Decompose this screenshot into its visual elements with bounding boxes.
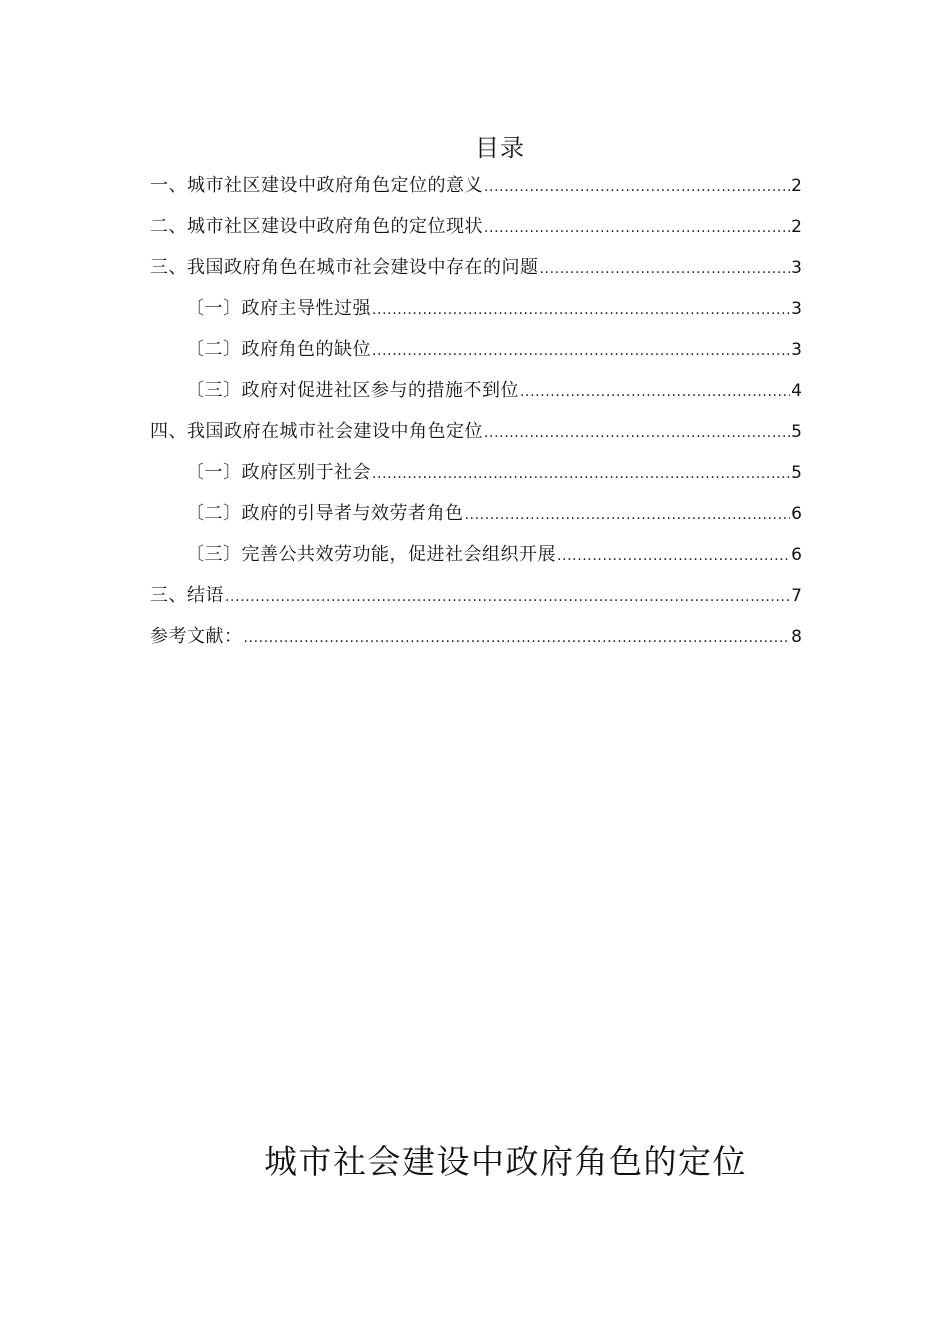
toc-entry-label: 参考文献： <box>150 626 243 647</box>
toc-entry-label: 〔一〕政府区别于社会 <box>186 462 371 483</box>
toc-dot-leader <box>372 337 790 365</box>
toc-entry-label: 〔二〕政府角色的缺位 <box>186 339 371 360</box>
toc-entry-page: 7 <box>791 586 802 606</box>
toc-entry-page: 5 <box>791 422 802 442</box>
toc-entry[interactable] <box>150 418 802 459</box>
toc-entry-page: 3 <box>791 340 802 360</box>
toc-entry[interactable] <box>150 295 802 336</box>
toc-entry[interactable] <box>150 336 802 377</box>
toc-entry-label: 〔一〕政府主导性过强 <box>186 298 371 319</box>
toc-entry-label: 〔三〕政府对促进社区参与的措施不到位 <box>186 380 519 401</box>
toc-entry-label: 一、城市社区建设中政府角色定位的意义 <box>150 175 483 196</box>
toc-entry-label: 〔三〕完善公共效劳功能，促进社会组织开展 <box>186 544 556 565</box>
toc-entry[interactable] <box>150 623 802 664</box>
toc-entry[interactable] <box>150 582 802 623</box>
toc-entry-label: 三、我国政府角色在城市社会建设中存在的问题 <box>150 257 539 278</box>
document-title: 城市社会建设中政府角色的定位 <box>264 1142 747 1181</box>
toc-entry-page: 5 <box>791 463 802 483</box>
toc-dot-leader <box>520 378 790 406</box>
toc-entry[interactable] <box>150 541 802 582</box>
toc-entry[interactable] <box>150 213 802 254</box>
toc-entry-label: 三、结语 <box>150 585 224 606</box>
toc-entry-page: 4 <box>791 381 802 401</box>
toc-entry[interactable] <box>150 500 802 541</box>
toc-entry-label: 四、我国政府在城市社会建设中角色定位 <box>150 421 483 442</box>
toc-entry[interactable] <box>150 254 802 295</box>
toc-dot-leader <box>372 296 790 324</box>
toc-entry[interactable] <box>150 172 802 213</box>
toc-entry-page: 3 <box>791 258 802 278</box>
toc-entry-page: 6 <box>791 545 802 565</box>
toc-entry-label: 〔二〕政府的引导者与效劳者角色 <box>186 503 464 524</box>
toc-title: 目录 <box>475 134 525 162</box>
toc-entry-page: 3 <box>791 299 802 319</box>
toc-dot-leader <box>557 542 790 570</box>
toc-entry-page: 2 <box>791 176 802 196</box>
toc-dot-leader <box>484 173 790 201</box>
toc-entry-label: 二、城市社区建设中政府角色的定位现状 <box>150 216 483 237</box>
toc-dot-leader <box>465 501 791 529</box>
toc-dot-leader <box>484 419 790 447</box>
toc-dot-leader <box>540 255 791 283</box>
toc-entry-page: 2 <box>791 217 802 237</box>
toc-dot-leader <box>244 624 791 652</box>
toc-entry[interactable] <box>150 459 802 500</box>
toc-dot-leader <box>484 214 790 242</box>
toc-entry-page: 8 <box>791 627 802 647</box>
toc-entry[interactable] <box>150 377 802 418</box>
toc-dot-leader <box>372 460 790 488</box>
table-of-contents <box>150 172 802 664</box>
toc-dot-leader <box>225 583 790 611</box>
toc-entry-page: 6 <box>791 504 802 524</box>
